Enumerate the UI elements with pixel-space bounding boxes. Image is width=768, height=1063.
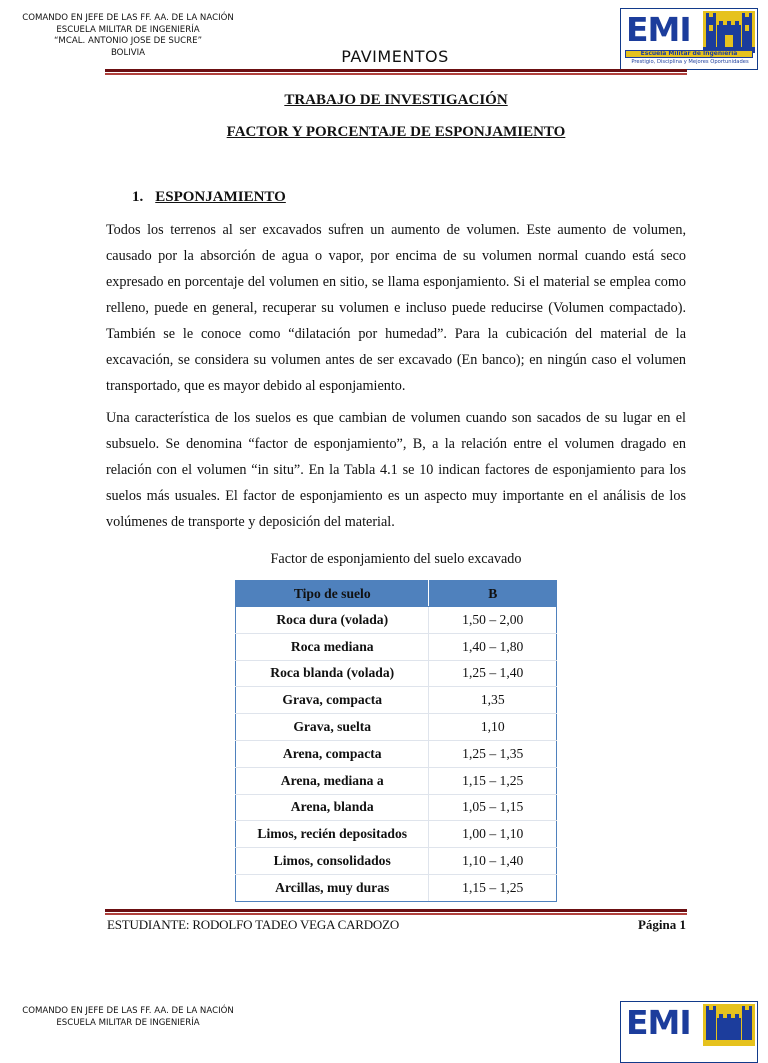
report-subtitle: FACTOR Y PORCENTAJE DE ESPONJAMIENTO xyxy=(226,124,566,140)
soil-type-cell: Arena, mediana a xyxy=(236,767,429,794)
factor-cell: 1,25 – 1,35 xyxy=(429,740,557,767)
column-header: B xyxy=(429,581,557,607)
logo-mark: EMI xyxy=(626,1003,691,1042)
footer-rule xyxy=(105,909,687,915)
table-row xyxy=(236,687,557,714)
page-number: Página 1 xyxy=(637,917,686,932)
institution-line: ESCUELA MILITAR DE INGENIERÍA xyxy=(56,24,200,35)
soil-type-cell: Roca dura (volada) xyxy=(236,607,429,634)
student-name: ESTUDIANTE: RODOLFO TADEO VEGA CARDOZO xyxy=(107,917,400,932)
report-title: TRABAJO DE INVESTIGACIÓN xyxy=(284,92,508,108)
table-row xyxy=(236,767,557,794)
soil-type-cell: Roca blanda (volada) xyxy=(236,660,429,687)
section-title: ESPONJAMIENTO xyxy=(155,189,286,205)
factor-cell: 1,50 – 2,00 xyxy=(429,607,557,634)
table-row xyxy=(236,607,557,634)
table-row xyxy=(236,848,557,875)
factor-cell: 1,10 – 1,40 xyxy=(429,848,557,875)
swell-factor-table xyxy=(235,580,557,902)
table-row xyxy=(236,740,557,767)
table-caption: Factor de esponjamiento del suelo excavado xyxy=(270,551,522,567)
factor-cell: 1,00 – 1,10 xyxy=(429,821,557,848)
paragraph: Una característica de los suelos es que cambian de volumen cuando son sacados de su lugar en el subsuelo. Se denomina “factor de esponjamiento”, B, a la relación entre el volumen dragado en relación con el volumen “in situ”. En la Tabla 4.1 se 10 indican factores de esponjamiento para los suelos más usuales. El factor de esponjamiento es un aspecto muy importante en el análisis de los volúmenes de transporte y deposición del material. xyxy=(106,410,686,530)
table-row xyxy=(236,794,557,821)
castle-icon xyxy=(703,1004,755,1046)
table-row xyxy=(236,874,557,901)
logo-motto: Prestigio, Disciplina y Mejores Oportunidades xyxy=(631,59,749,65)
soil-type-cell: Limos, recién depositados xyxy=(236,821,429,848)
soil-type-cell: Limos, consolidados xyxy=(236,848,429,875)
factor-cell: 1,05 – 1,15 xyxy=(429,794,557,821)
next-page-emi-logo xyxy=(620,1001,758,1063)
soil-type-cell: Arcillas, muy duras xyxy=(236,874,429,901)
soil-type-cell: Roca mediana xyxy=(236,633,429,660)
factor-cell: 1,15 – 1,25 xyxy=(429,874,557,901)
institution-line: ESCUELA MILITAR DE INGENIERÍA xyxy=(56,1017,200,1028)
logo-band: Escuela Militar de Ingeniería xyxy=(625,50,753,58)
table-row xyxy=(236,633,557,660)
paragraph: Todos los terrenos al ser excavados sufren un aumento de volumen. Este aumento de volumen, causado por la absorción de agua o vapor, por encima de su volumen normal cuando está seco expresado en porcentaje del volumen en sitio, se llama esponjamiento. Si el material se emplea como relleno, puede en general, recuperar su volumen e incluso puede reducirse (Volumen compactado). También se le conoce como “dilatación por humedad”. Para la cubicación del material de la excavación, se considera su volumen antes de ser excavado (En banco); en ningún caso el volumen transportado, que es mayor debido al esponjamiento. xyxy=(106,222,686,394)
emi-logo xyxy=(620,8,758,70)
factor-cell: 1,25 – 1,40 xyxy=(429,660,557,687)
column-header: Tipo de suelo xyxy=(236,581,429,607)
institution-header xyxy=(0,13,256,59)
factor-cell: 1,40 – 1,80 xyxy=(429,633,557,660)
logo-mark: EMI xyxy=(626,10,691,49)
soil-type-cell: Grava, compacta xyxy=(236,687,429,714)
table-row xyxy=(236,714,557,741)
castle-icon xyxy=(703,11,755,53)
next-page-institution-header xyxy=(0,1006,256,1029)
institution-line: COMANDO EN JEFE DE LAS FF. AA. DE LA NACIÓN xyxy=(22,1006,234,1016)
document-title: PAVIMENTOS xyxy=(341,47,449,66)
section-heading xyxy=(132,189,286,206)
table-row xyxy=(236,660,557,687)
institution-line: “MCAL. ANTONIO JOSE DE SUCRE” xyxy=(53,36,203,46)
factor-cell: 1,10 xyxy=(429,714,557,741)
section-number: 1. xyxy=(132,189,144,205)
soil-type-cell: Arena, compacta xyxy=(236,740,429,767)
institution-line: COMANDO EN JEFE DE LAS FF. AA. DE LA NACIÓN xyxy=(22,13,234,23)
institution-line: BOLIVIA xyxy=(110,47,146,58)
header-rule xyxy=(105,69,687,75)
soil-type-cell: Grava, suelta xyxy=(236,714,429,741)
factor-cell: 1,35 xyxy=(429,687,557,714)
soil-type-cell: Arena, blanda xyxy=(236,794,429,821)
table-row xyxy=(236,821,557,848)
factor-cell: 1,15 – 1,25 xyxy=(429,767,557,794)
table-header-row xyxy=(236,581,557,607)
